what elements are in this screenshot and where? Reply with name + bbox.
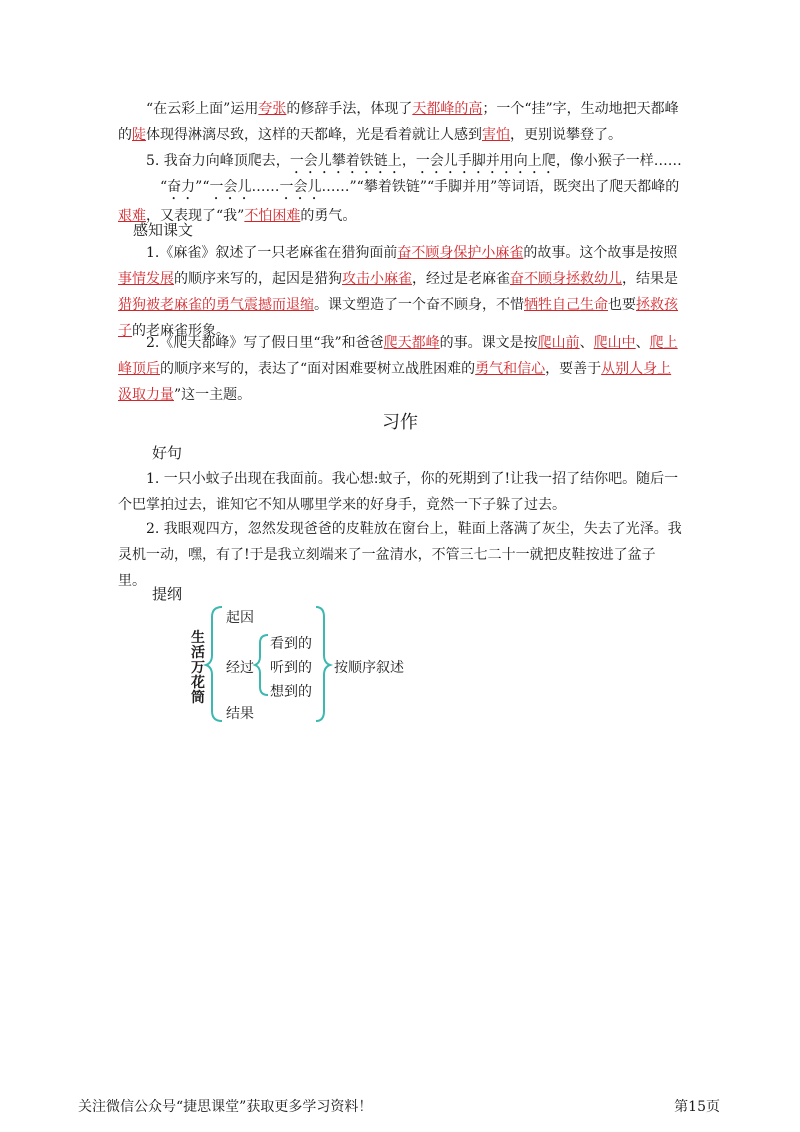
outline-sub-item: 想到的: [270, 684, 312, 700]
footer-note: 关注微信公众号“捷思课堂”获取更多学习资料！: [78, 1099, 373, 1115]
text: ”这一主题。: [174, 387, 252, 403]
outline-sub-item: 听到的: [270, 660, 312, 676]
outline-jieguo: 结果: [226, 706, 254, 722]
answer-text: 从别人身上汲取力量: [118, 361, 672, 403]
section-heading-tigang: 提纲: [152, 585, 183, 603]
text: ，经过是老麻雀: [412, 271, 510, 287]
answer-text: 夸张: [258, 101, 287, 117]
middle-brace-icon: [255, 635, 268, 695]
text: 、: [635, 335, 650, 351]
text: ；一个“挂”字，生动地把天都峰的: [118, 101, 679, 143]
answer-text: 奋不顾身拯救幼儿: [510, 271, 622, 287]
text: 的顺序来写的，起因是猎狗: [174, 271, 342, 287]
text: ，要善于: [545, 361, 602, 377]
title-char: 活: [191, 645, 205, 661]
text: 2.《爬天都峰》写了假日里“我”和爸爸: [146, 335, 384, 351]
answer-text: 事情发展: [118, 271, 174, 287]
right-brace-icon: [316, 607, 330, 721]
answer-text: 攻击小麻雀: [342, 271, 412, 287]
text: 。课文塑造了一个奋不顾身，不惜: [314, 297, 524, 313]
text: ，更别说攀登了。: [510, 127, 622, 143]
answer-text: 猎狗被老麻雀的勇气震撼而退缩: [118, 297, 314, 313]
dotted-text: 一会儿: [279, 179, 322, 195]
answer-text: 害怕: [482, 127, 510, 143]
good-sentence-2: 2. 我眼观四方，忽然发现爸爸的皮鞋放在窗台上，鞋面上落满了灰尘，失去了光泽。我灵机一动，嘿，有了!于是我立刻端来了一盆清水，不管三七二十一就把皮鞋按进了盆子里。: [118, 521, 682, 589]
paragraph-rhetoric: [118, 96, 682, 148]
text: 体现得淋漓尽致，这样的天都峰，光是看着就让人感到: [146, 127, 482, 143]
outline-method: 按顺序叙述: [334, 660, 404, 676]
answer-text: 牺牲自己生命: [524, 297, 608, 313]
text: 的故事。这个故事是按照: [523, 245, 678, 261]
paragraph-maque: [118, 240, 682, 344]
answer-text: 不怕困难: [244, 208, 301, 224]
text: 的事。课文是按: [439, 335, 538, 351]
paragraph-patiandufeng: [118, 330, 682, 408]
answer-text: 艰难: [118, 208, 146, 224]
outline-diagram: [190, 605, 430, 725]
title-char: 生: [191, 630, 205, 646]
sentence-item-5: [118, 148, 682, 177]
text: ”“: [195, 179, 210, 195]
answer-text: 拯救孩子: [118, 297, 678, 339]
outline-qiyin: 起因: [226, 610, 254, 626]
text: 1.《麻雀》叙述了一只老麻雀在猎狗面前: [146, 245, 398, 261]
section-heading-haoju: 好句: [152, 444, 183, 462]
text: 的顺序来写的，表达了“面对困难要树立战胜困难的: [160, 361, 476, 377]
dotted-text: 一会儿攀着铁链上: [289, 153, 402, 169]
answer-text: 陡: [132, 127, 146, 143]
answer-text: 勇气和信心: [475, 361, 546, 377]
text: 也要: [608, 297, 636, 313]
text: ……”“攀着铁链”“手脚并用”等词语，既突出了爬天都峰的: [321, 179, 680, 195]
left-brace-icon: [206, 607, 222, 721]
answer-text: 爬山中: [593, 335, 636, 351]
title-char: 万: [191, 660, 205, 676]
text: ……: [251, 179, 280, 195]
title-char: 筒: [191, 690, 205, 706]
section-heading: 感知课文: [133, 221, 194, 239]
answer-text: 爬天都峰: [383, 335, 440, 351]
title-char: 花: [191, 675, 205, 691]
answer-text: 爬山前: [537, 335, 580, 351]
outline-sub-item: 看到的: [270, 636, 312, 652]
text: ，结果是: [622, 271, 678, 287]
dotted-text: 奋力: [167, 179, 196, 195]
outline-jingguo: 经过: [226, 660, 254, 676]
answer-text: 爬上峰顶后: [118, 335, 678, 377]
text: “: [160, 179, 168, 195]
paragraph-analysis: [118, 174, 682, 229]
text: ，又表现了“我”: [146, 208, 245, 224]
answer-text: 天都峰的高: [412, 101, 483, 117]
text: “在云彩上面”运用: [146, 101, 259, 117]
dotted-text: 一会儿: [209, 179, 252, 195]
dotted-text: 一会儿手脚并用向上爬: [415, 153, 556, 169]
text: 的勇气。: [300, 208, 357, 224]
good-sentence-1: 1. 一只小蚊子出现在我面前。我心想:蚊子，你的死期到了!让我一招了结你吧。随后一个巴掌拍过去，谁知它不知从哪里学来的好身手，竟然一下子躲了过去。: [118, 471, 679, 513]
text: ，像小猴子一样……: [555, 153, 682, 169]
text: 的老麻雀形象。: [132, 323, 230, 339]
page-number: 第15页: [674, 1099, 720, 1115]
answer-text: 奋不顾身保护小麻雀: [397, 245, 524, 261]
text: 5. 我奋力向峰顶爬去，: [146, 153, 290, 169]
section-title-xizuo: 习作: [382, 412, 418, 433]
text: ，: [401, 153, 416, 169]
text: 的修辞手法，体现了: [286, 101, 413, 117]
text: 、: [579, 335, 594, 351]
